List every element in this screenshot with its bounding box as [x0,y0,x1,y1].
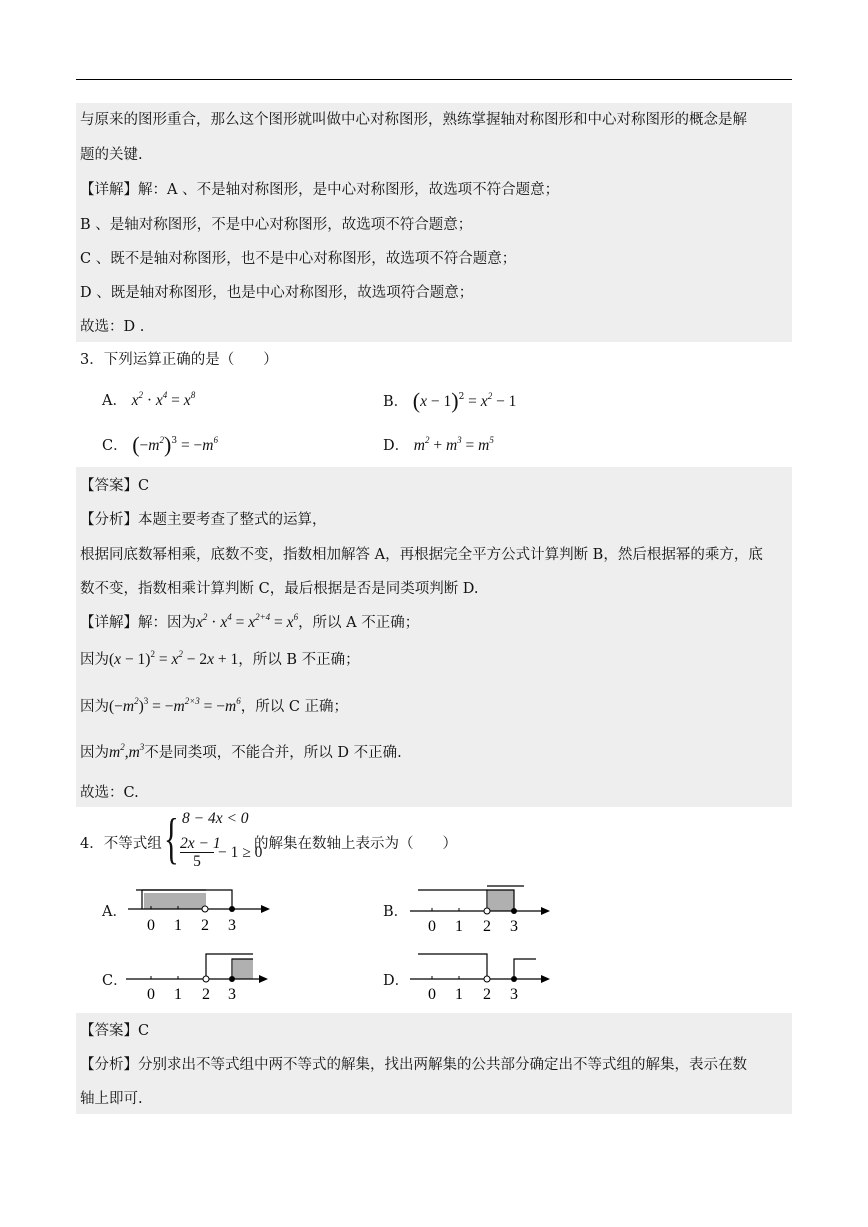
detail-text: 不是同类项，不能合并，所以 D 不正确. [144,745,402,761]
tick-label: 3 [228,986,236,1003]
detail-2: B 、是轴对称图形，不是中心对称图形，故选项不符合题意； [80,217,473,233]
choose-line: 故选：D . [80,319,145,335]
shaded-region [233,959,253,979]
q3-detail-4: 因为$m^2,m^3$不是同类项，不能合并，所以 D 不正确. [80,742,402,761]
q4-option-b-label: B． [383,904,409,920]
solid-dot [511,976,517,982]
detail-3: C 、既不是轴对称图形，也不是中心对称图形，故选项不符合题意； [80,251,517,267]
solid-dot [511,908,517,914]
tick-label: 0 [428,986,436,1003]
inequality-1: 8 − 4x < 0 [182,810,249,827]
option-label: B． [383,394,409,410]
tick-label: 2 [483,918,491,935]
bracket-left [418,890,487,909]
detail-text: 解：因为 [138,615,196,631]
tick-label: 1 [455,986,463,1003]
question-4-stem-post: 的解集在数轴上表示为（ ） [254,836,457,852]
bracket-right [514,959,536,979]
q3-option-d: D． $m^2 + m^3 = m^5$ [383,435,494,454]
bracket-left [418,954,487,979]
detail-1 [80,181,559,199]
analysis-tag: 【分析】 [80,1057,138,1073]
question-3-stem: 3．下列运算正确的是（ ） [80,352,278,368]
answer-tag: 【答案】 [80,478,138,494]
header-rule [76,79,792,80]
number-line-c [120,950,280,1002]
tick-label: 3 [510,986,518,1003]
q3-detail-1: 【详解】解：因为$x^2 \cdot x^4 = x^{2+4} = x^6$，所以 A 不正确； [80,612,420,631]
arrow-icon [261,905,270,913]
q3-option-c: C． $(-m^2)^3 = -m^6$ [102,432,218,457]
open-dot [202,906,208,912]
question-4-stem-pre: 4．不等式组 [80,836,162,852]
analysis-text: 分别求出不等式组中两不等式的解集，找出两解集的公共部分确定出不等式组的解集，表示在数 [138,1057,747,1073]
tick-label: 1 [455,918,463,935]
q3-option-a: A． $x^2 \cdot x^4 = x^8$ [102,390,196,409]
intro-line-2: 题的关键. [80,147,143,163]
inequality-system [164,810,264,872]
q3-answer [80,477,149,495]
number-line-a [120,884,280,936]
open-dot [484,908,490,914]
brace-icon: { [164,808,179,870]
detail-4: D 、既是轴对称图形，也是中心对称图形，故选项符合题意； [80,285,474,301]
fraction-numerator: 2x − 1 [180,835,221,852]
q4-option-d-label: D． [383,973,410,989]
solid-dot [229,976,235,982]
option-label: C． [102,438,128,454]
detail-text: 因为 [80,745,109,761]
option-label: A． [102,393,127,409]
shaded-region [488,890,514,911]
arrow-icon [541,907,550,915]
tick-label: 1 [174,986,182,1003]
tick-label: 0 [147,917,155,934]
detail-tag: 【详解】 [80,615,138,631]
intro-line-1: 与原来的图形重合，那么这个图形就叫做中心对称图形，熟练掌握轴对称图形和中心对称图形的概念是解 [80,112,747,128]
tick-label: 2 [202,986,210,1003]
arrow-icon [259,975,268,983]
detail-text: ，所以 A 不正确； [298,615,420,631]
detail-tag: 【详解】 [80,182,138,198]
answer-value: C [138,1023,150,1039]
tick-label: 2 [483,986,491,1003]
inequality-2-rest: − 1 ≥ 0 [218,844,263,861]
q3-analysis-2: 根据同底数幂相乘，底数不变，指数相加解答 A，再根据完全平方公式计算判断 B，然后根据幂的乘方，底 [80,547,763,563]
tick-label: 2 [201,917,209,934]
q4-answer [80,1022,149,1040]
number-line-d [402,950,562,1002]
detail-text: 因为 [80,699,109,715]
analysis-tag: 【分析】 [80,512,138,528]
tick-label: 3 [228,917,236,934]
arrow-icon [541,975,550,983]
tick-label: 1 [174,917,182,934]
detail-text: 解：A 、不是轴对称图形，是中心对称图形，故选项不符合题意； [138,182,560,198]
q3-detail-2: 因为$(x - 1)^2 = x^2 - 2x + 1$，所以 B 不正确； [80,649,360,668]
number-line-b [402,884,562,936]
answer-value: C [138,478,150,494]
q3-option-b: B． $(x - 1)^2 = x^2 - 1$ [383,388,517,413]
solid-dot [229,906,235,912]
answer-tag: 【答案】 [80,1023,138,1039]
tick-label: 0 [428,918,436,935]
fraction-denominator: 5 [193,853,201,870]
analysis-text: 本题主要考查了整式的运算， [138,512,327,528]
q4-option-a-label: A． [102,904,127,920]
q3-analysis-1 [80,511,327,529]
open-dot [484,976,490,982]
detail-text: 因为 [80,652,109,668]
q3-detail-3: 因为$(-m^2)^3 = -m^{2\times 3} = -m^6$，所以 C 正确； [80,696,349,715]
q3-analysis-3: 数不变，指数相乘计算判断 C，最后根据是否是同类项判断 D. [80,581,479,597]
shaded-region [144,893,206,909]
tick-label: 3 [510,918,518,935]
open-dot [203,976,209,982]
q4-analysis-2: 轴上即可. [80,1091,143,1107]
option-label: D． [383,438,410,454]
detail-text: ，所以 B 不正确； [238,652,360,668]
detail-text: ，所以 C 正确； [240,699,349,715]
q4-analysis-1 [80,1056,747,1074]
q3-choose: 故选：C. [80,785,139,801]
q4-option-c-label: C． [102,973,128,989]
tick-label: 0 [147,986,155,1003]
